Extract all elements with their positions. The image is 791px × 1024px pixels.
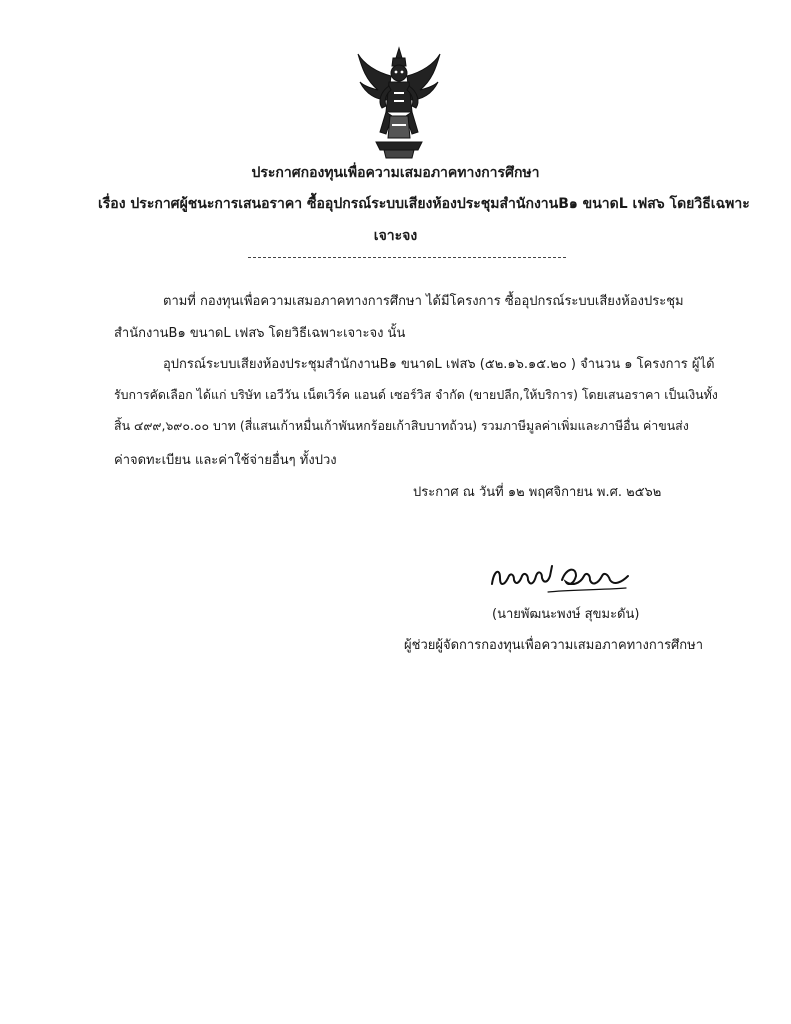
- announcement-date: ประกาศ ณ วันที่ ๑๒ พฤศจิกายน พ.ศ. ๒๕๖๒: [413, 485, 662, 500]
- announcement-subject: เรื่อง ประกาศผู้ชนะการเสนอราคา ซื้ออุปกรณ์ระบบเสียงห้องประชุมสำนักงานB๑ ขนาดL เฟส๖ โดยวิธีเฉพาะ: [98, 196, 750, 212]
- paragraph-1-line-2: สำนักงานB๑ ขนาดL เฟส๖ โดยวิธีเฉพาะเจาะจง นั้น: [114, 326, 406, 341]
- paragraph-2-line-4: ค่าจดทะเบียน และค่าใช้จ่ายอื่นๆ ทั้งปวง: [114, 453, 337, 468]
- paragraph-1-line-1: ตามที่ กองทุนเพื่อความเสมอภาคทางการศึกษา ได้มีโครงการ ซื้ออุปกรณ์ระบบเสียงห้องประชุม: [163, 294, 684, 309]
- handwritten-signature: [488, 556, 638, 598]
- announcement-subject-continued: เจาะจง: [373, 228, 418, 244]
- paragraph-2-line-1: อุปกรณ์ระบบเสียงห้องประชุมสำนักงานB๑ ขนาดL เฟส๖ (๕๒.๑๖.๑๕.๒๐ ) จำนวน ๑ โครงการ ผู้ได้: [163, 357, 715, 372]
- header-divider: [248, 257, 566, 258]
- paragraph-2-line-3: สิ้น ๔๙๙,๖๙๐.๐๐ บาท (สี่แสนเก้าหมื่นเก้าพันหกร้อยเก้าสิบบาทถ้วน) รวมภาษีมูลค่าเพิ่มและภาษีอื่น ค่าขนส่ง: [114, 418, 689, 433]
- signatory-position: ผู้ช่วยผู้จัดการกองทุนเพื่อความเสมอภาคทางการศึกษา: [404, 638, 704, 653]
- announcement-title: ประกาศกองทุนเพื่อความเสมอภาคทางการศึกษา: [251, 165, 540, 181]
- garuda-emblem-icon: [356, 46, 442, 162]
- signatory-name: (นายพัฒนะพงษ์ สุขมะดัน): [492, 607, 640, 622]
- paragraph-2-line-2: รับการคัดเลือก ได้แก่ บริษัท เอวีวัน เน็ตเวิร์ค แอนด์ เซอร์วิส จำกัด (ขายปลีก,ให้บริการ) โดยเสนอราคา เป็นเงินทั้ง: [114, 387, 718, 402]
